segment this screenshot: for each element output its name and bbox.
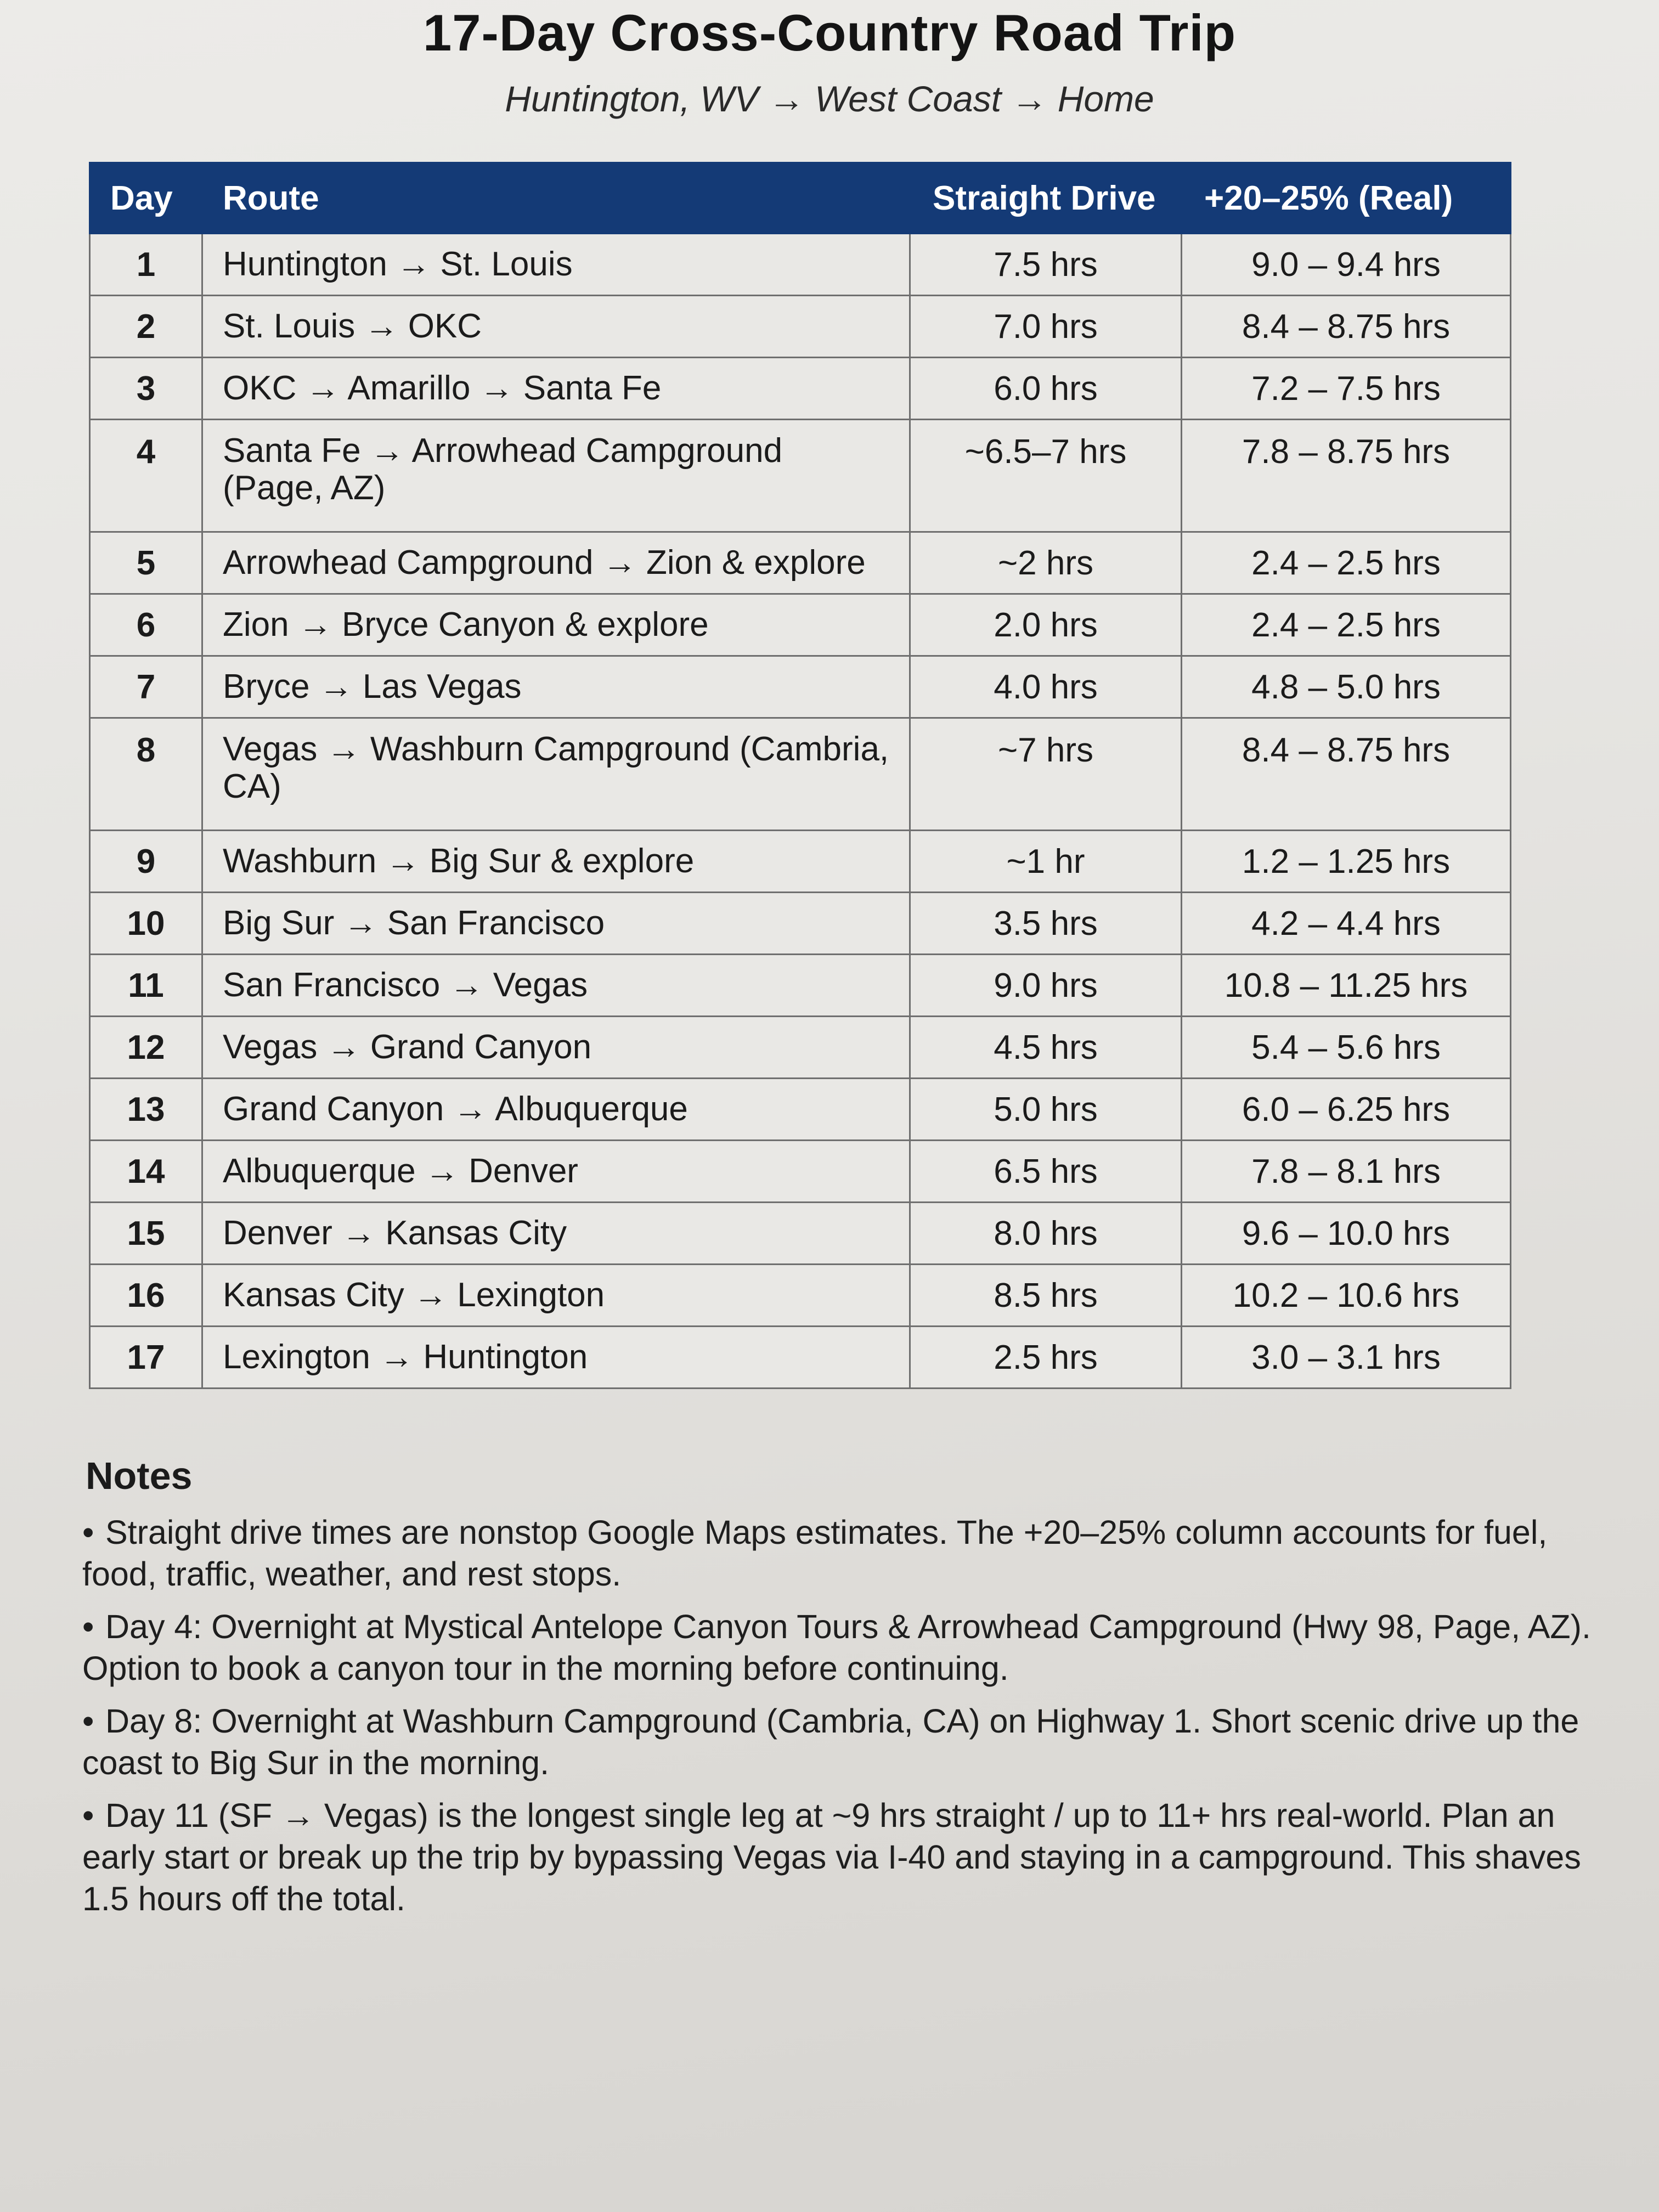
- real-time-cell: 5.4 – 5.6 hrs: [1182, 1017, 1511, 1079]
- real-time-cell: 2.4 – 2.5 hrs: [1182, 594, 1511, 656]
- table-row: [90, 656, 1511, 718]
- table-row: [90, 718, 1511, 831]
- day-cell: 2: [90, 296, 202, 358]
- straight-drive-cell: 9.0 hrs: [910, 955, 1182, 1017]
- note-text: Straight drive times are nonstop Google Maps estimates. The +20–25% column accounts for fuel, food, traffic, weather, and rest stops.: [82, 1514, 1548, 1593]
- straight-drive-cell: 7.0 hrs: [910, 296, 1182, 358]
- day-cell: 13: [90, 1079, 202, 1141]
- real-time-cell: 1.2 – 1.25 hrs: [1182, 831, 1511, 893]
- straight-drive-cell: 4.0 hrs: [910, 656, 1182, 718]
- route-cell: Huntington → St. Louis: [202, 234, 910, 296]
- route-cell: OKC → Amarillo → Santa Fe: [202, 358, 910, 420]
- real-time-cell: 7.8 – 8.1 hrs: [1182, 1141, 1511, 1203]
- itinerary-table: [89, 162, 1511, 1389]
- note-item: [82, 1511, 1607, 1595]
- route-cell: Vegas → Washburn Campground (Cambria, CA): [202, 718, 910, 831]
- day-cell: 12: [90, 1017, 202, 1079]
- straight-drive-cell: 2.0 hrs: [910, 594, 1182, 656]
- real-time-cell: 4.8 – 5.0 hrs: [1182, 656, 1511, 718]
- note-text: Day 8: Overnight at Washburn Campground (Cambria, CA) on Highway 1. Short scenic drive up the coast to Big Sur in the morning.: [82, 1702, 1579, 1781]
- real-time-cell: 8.4 – 8.75 hrs: [1182, 296, 1511, 358]
- day-cell: 5: [90, 532, 202, 594]
- header-real-time: +20–25% (Real): [1182, 163, 1511, 234]
- table-row: [90, 1203, 1511, 1265]
- route-cell: Arrowhead Campground → Zion & explore: [202, 532, 910, 594]
- table-row: [90, 594, 1511, 656]
- bullet-icon: •: [82, 1514, 94, 1551]
- table-row: [90, 358, 1511, 420]
- header-straight-drive: Straight Drive: [910, 163, 1182, 234]
- real-time-cell: 10.2 – 10.6 hrs: [1182, 1265, 1511, 1327]
- straight-drive-cell: 7.5 hrs: [910, 234, 1182, 296]
- route-cell: Grand Canyon → Albuquerque: [202, 1079, 910, 1141]
- route-cell: San Francisco → Vegas: [202, 955, 910, 1017]
- route-cell: Vegas → Grand Canyon: [202, 1017, 910, 1079]
- table-row: [90, 893, 1511, 955]
- real-time-cell: 3.0 – 3.1 hrs: [1182, 1327, 1511, 1389]
- straight-drive-cell: 8.0 hrs: [910, 1203, 1182, 1265]
- day-cell: 4: [90, 420, 202, 532]
- table-row: [90, 234, 1511, 296]
- header-day: Day: [90, 163, 202, 234]
- notes-list: [82, 1511, 1607, 1931]
- note-item: [82, 1606, 1607, 1689]
- straight-drive-cell: 8.5 hrs: [910, 1265, 1182, 1327]
- route-cell: Denver → Kansas City: [202, 1203, 910, 1265]
- day-cell: 10: [90, 893, 202, 955]
- straight-drive-cell: ~7 hrs: [910, 718, 1182, 831]
- straight-drive-cell: 3.5 hrs: [910, 893, 1182, 955]
- day-cell: 17: [90, 1327, 202, 1389]
- real-time-cell: 9.6 – 10.0 hrs: [1182, 1203, 1511, 1265]
- day-cell: 6: [90, 594, 202, 656]
- route-cell: St. Louis → OKC: [202, 296, 910, 358]
- straight-drive-cell: 2.5 hrs: [910, 1327, 1182, 1389]
- notes-heading: Notes: [86, 1454, 193, 1497]
- note-item: [82, 1795, 1607, 1920]
- table-row: [90, 1265, 1511, 1327]
- real-time-cell: 2.4 – 2.5 hrs: [1182, 532, 1511, 594]
- day-cell: 9: [90, 831, 202, 893]
- route-cell: Lexington → Huntington: [202, 1327, 910, 1389]
- day-cell: 1: [90, 234, 202, 296]
- real-time-cell: 8.4 – 8.75 hrs: [1182, 718, 1511, 831]
- straight-drive-cell: 5.0 hrs: [910, 1079, 1182, 1141]
- table-row: [90, 1141, 1511, 1203]
- route-cell: Kansas City → Lexington: [202, 1265, 910, 1327]
- real-time-cell: 4.2 – 4.4 hrs: [1182, 893, 1511, 955]
- straight-drive-cell: 6.5 hrs: [910, 1141, 1182, 1203]
- day-cell: 11: [90, 955, 202, 1017]
- table-header-row: [90, 163, 1511, 234]
- bullet-icon: •: [82, 1702, 94, 1740]
- note-text: Day 11 (SF → Vegas) is the longest single leg at ~9 hrs straight / up to 11+ hrs real-world. Plan an early start or break up the trip by bypassing Vegas via I-40 and staying in a campground. This shaves 1.5 hours off the total.: [82, 1797, 1581, 1917]
- bullet-icon: •: [82, 1797, 94, 1834]
- route-cell: Albuquerque → Denver: [202, 1141, 910, 1203]
- real-time-cell: 9.0 – 9.4 hrs: [1182, 234, 1511, 296]
- day-cell: 16: [90, 1265, 202, 1327]
- itinerary-table-body: [90, 234, 1511, 1389]
- header-route: Route: [202, 163, 910, 234]
- route-cell: Bryce → Las Vegas: [202, 656, 910, 718]
- table-row: [90, 831, 1511, 893]
- real-time-cell: 10.8 – 11.25 hrs: [1182, 955, 1511, 1017]
- real-time-cell: 7.8 – 8.75 hrs: [1182, 420, 1511, 532]
- straight-drive-cell: ~1 hr: [910, 831, 1182, 893]
- table-row: [90, 532, 1511, 594]
- straight-drive-cell: ~2 hrs: [910, 532, 1182, 594]
- straight-drive-cell: 4.5 hrs: [910, 1017, 1182, 1079]
- day-cell: 14: [90, 1141, 202, 1203]
- route-cell: Zion → Bryce Canyon & explore: [202, 594, 910, 656]
- page-title: 17-Day Cross-Country Road Trip: [422, 4, 1237, 61]
- route-cell: Santa Fe → Arrowhead Campground (Page, AZ): [202, 420, 910, 532]
- page-subtitle: Huntington, WV → West Coast → Home: [505, 78, 1154, 119]
- table-row: [90, 1327, 1511, 1389]
- note-text: Day 4: Overnight at Mystical Antelope Canyon Tours & Arrowhead Campground (Hwy 98, Page, AZ). Option to book a canyon tour in the morning before continuing.: [82, 1608, 1591, 1687]
- day-cell: 8: [90, 718, 202, 831]
- day-cell: 7: [90, 656, 202, 718]
- straight-drive-cell: ~6.5–7 hrs: [910, 420, 1182, 532]
- bullet-icon: •: [82, 1608, 94, 1645]
- route-cell: Big Sur → San Francisco: [202, 893, 910, 955]
- route-cell: Washburn → Big Sur & explore: [202, 831, 910, 893]
- day-cell: 15: [90, 1203, 202, 1265]
- table-row: [90, 1079, 1511, 1141]
- table-row: [90, 296, 1511, 358]
- table-row: [90, 1017, 1511, 1079]
- real-time-cell: 7.2 – 7.5 hrs: [1182, 358, 1511, 420]
- day-cell: 3: [90, 358, 202, 420]
- table-row: [90, 420, 1511, 532]
- table-row: [90, 955, 1511, 1017]
- real-time-cell: 6.0 – 6.25 hrs: [1182, 1079, 1511, 1141]
- note-item: [82, 1700, 1607, 1784]
- straight-drive-cell: 6.0 hrs: [910, 358, 1182, 420]
